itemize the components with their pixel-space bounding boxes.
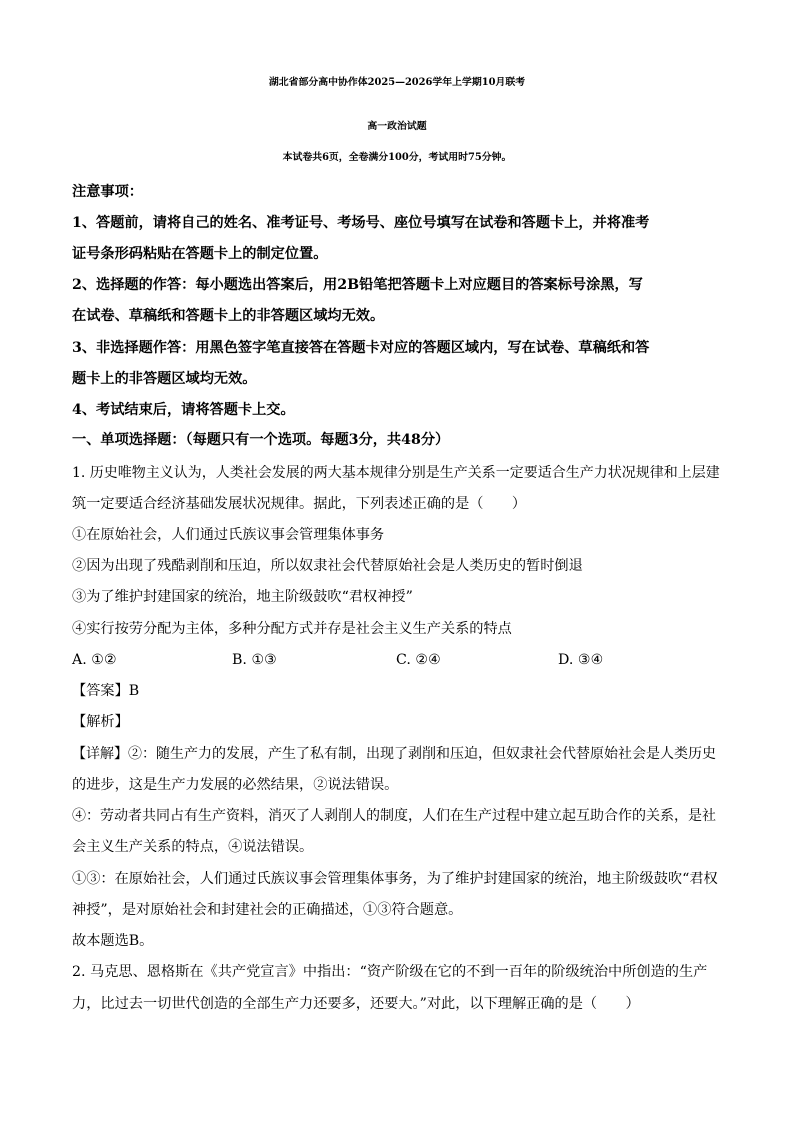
answer-line — [72, 681, 139, 701]
detail-line: 的进步，这是生产力发展的必然结果，②说法错误。 — [72, 777, 399, 793]
answer-value: B — [128, 683, 140, 699]
notice-line: 4、考试结束后，请将答题卡上交。 — [72, 402, 295, 418]
notice-line: 2、选择题的作答：每小题选出答案后，用2B铅笔把答题卡上对应题目的答案标号涂黑，写 — [72, 277, 643, 293]
conclusion-line: 故本题选B。 — [72, 933, 154, 949]
question-stem: 1. 历史唯物主义认为，人类社会发展的两大基本规律分别是生产关系一定要适合生产力状况规律和上层建 — [72, 465, 720, 481]
notice-line: 题卡上的非答题区域均无效。 — [72, 371, 257, 387]
detail-line: ①③：在原始社会，人们通过氏族议事会管理集体事务，为了维护封建国家的统治，地主阶级鼓吹“君权 — [72, 871, 718, 887]
statement: ①在原始社会，人们通过氏族议事会管理集体事务 — [72, 527, 385, 543]
option-d: D. ③④ — [558, 652, 604, 668]
question-stem: 筑一定要适合经济基础发展状况规律。据此，下列表述正确的是（ ） — [72, 496, 527, 512]
statement: ②因为出现了残酷剥削和压迫，所以奴隶社会代替原始社会是人类历史的暂时倒退 — [72, 558, 583, 574]
notice-line: 1、答题前，请将自己的姓名、准考证号、考场号、座位号填写在试卷和答题卡上，并将准考 — [72, 215, 650, 231]
option-c: C. ②④ — [396, 652, 441, 668]
notice-line: 3、非选择题作答：用黑色签字笔直接答在答题卡对应的答题区域内，写在试卷、草稿纸和答 — [72, 340, 650, 356]
notice-heading: 注意事项： — [72, 184, 143, 200]
section-heading: 一、单项选择题：（每题只有一个选项。每题3分，共48分） — [72, 432, 450, 448]
question-stem: 力，比过去一切世代创造的全部生产力还要多，还要大。”对此，以下理解正确的是（ ） — [72, 996, 640, 1012]
statement: ④实行按劳分配为主体，多种分配方式并存是社会主义生产关系的特点 — [72, 621, 512, 637]
detail-text: ②：随生产力的发展，产生了私有制，出现了剥削和压迫，但奴隶社会代替原始社会是人类历史 — [128, 746, 716, 762]
option-a: A. ①② — [72, 652, 117, 668]
detail-line: 会主义生产关系的特点，④说法错误。 — [72, 839, 314, 855]
notice-line: 在试卷、草稿纸和答题卡上的非答题区域均无效。 — [72, 308, 385, 324]
detail-line: ④：劳动者共同占有生产资料，消灭了人剥削人的制度，人们在生产过程中建立起互助合作的关系，是社 — [72, 808, 716, 824]
statement: ③为了维护封建国家的统治，地主阶级鼓吹“君权神授” — [72, 589, 413, 605]
answer-tag: 【答案】 — [72, 683, 129, 699]
detail-line — [72, 744, 716, 764]
exam-title: 湖北省部分高中协作体2025—2026学年上学期10月联考 — [268, 77, 526, 88]
exam-subtitle: 高一政治试题 — [367, 121, 427, 132]
option-b: B. ①③ — [232, 652, 277, 668]
analysis-tag: 【解析】 — [72, 714, 129, 730]
detail-tag: 【详解】 — [72, 746, 128, 762]
exam-meta: 本试卷共6页，全卷满分100分，考试用时75分钟。 — [282, 152, 512, 163]
question-stem: 2. 马克思、恩格斯在《共产党宣言》中指出：“资产阶级在它的不到一百年的阶级统治中所创造的生产 — [72, 964, 708, 980]
notice-line: 证号条形码粘贴在答题卡上的制定位置。 — [72, 246, 328, 262]
detail-line: 神授”，是对原始社会和封建社会的正确描述，①③符合题意。 — [72, 902, 463, 918]
